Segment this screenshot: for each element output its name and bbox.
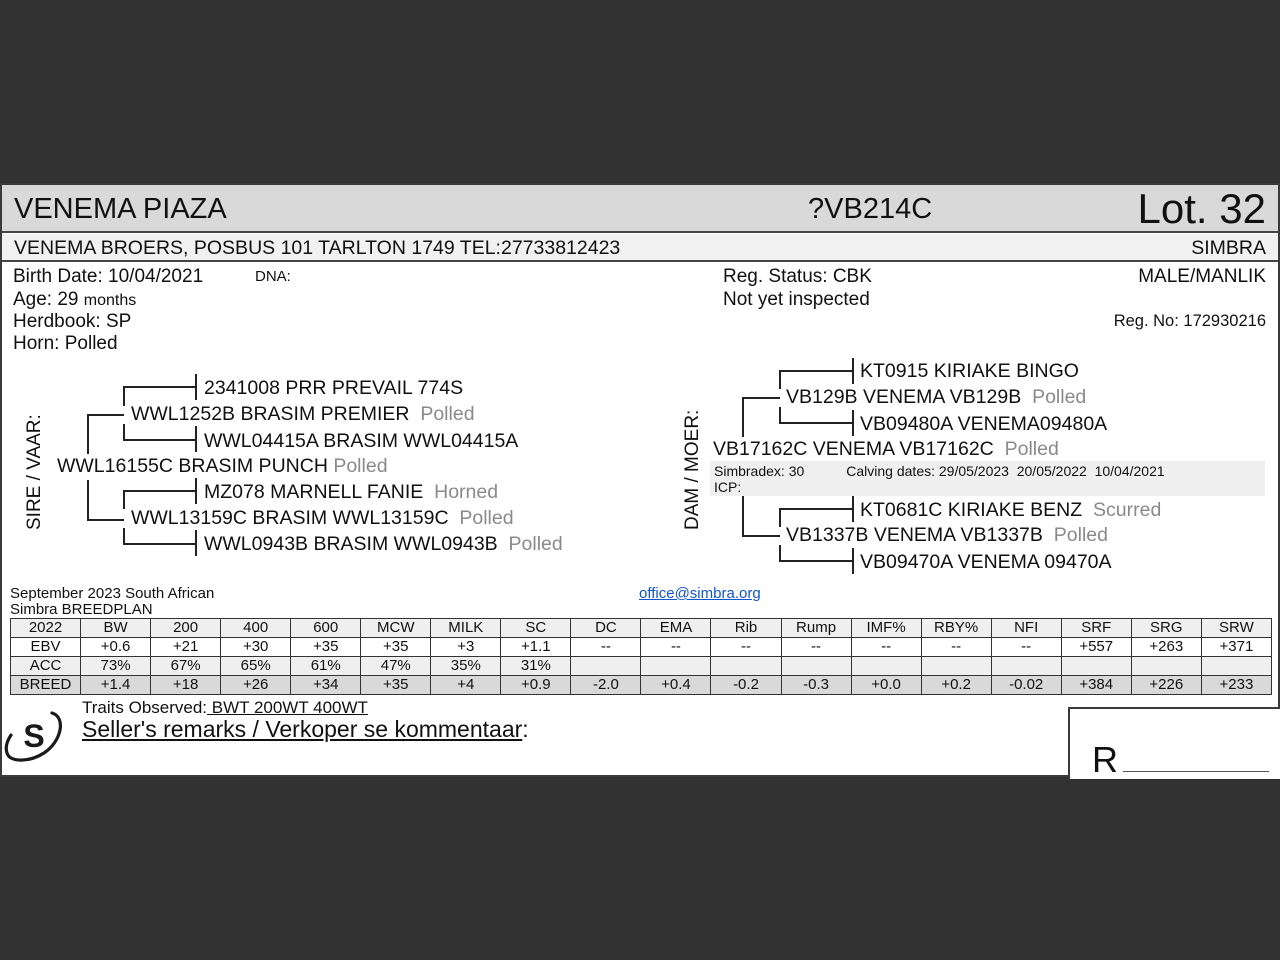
dam-connector bbox=[742, 535, 780, 537]
sire-connector bbox=[195, 478, 197, 504]
sire-label: SIRE / VAAR: bbox=[24, 414, 45, 530]
dna-label: DNA: bbox=[255, 268, 291, 285]
animal-name: WWL16155C BRASIM PUNCH bbox=[57, 455, 328, 477]
svg-text:S: S bbox=[23, 718, 45, 754]
pedigree-entry-gg-bottom-2 bbox=[860, 551, 1112, 574]
animal-name: WWL04415A BRASIM WWL04415A bbox=[204, 430, 519, 452]
inspection-status: Not yet inspected bbox=[723, 289, 870, 310]
pedigree-entry-ggdam-paternal bbox=[204, 430, 518, 453]
pedigree-entry-gg-top-1 bbox=[860, 360, 1079, 383]
column-header: RBY% bbox=[921, 619, 991, 638]
table-cell: +0.2 bbox=[921, 676, 991, 695]
sire-connector bbox=[123, 490, 125, 509]
email-link[interactable]: office@simbra.org bbox=[639, 585, 761, 602]
table-cell: EBV bbox=[11, 638, 81, 657]
table-cell: 67% bbox=[151, 657, 221, 676]
owner-bar bbox=[2, 234, 1278, 262]
dam-connector bbox=[742, 496, 744, 536]
table-row-acc bbox=[11, 657, 1272, 676]
sire-connector bbox=[195, 426, 197, 452]
column-header: SRF bbox=[1061, 619, 1131, 638]
table-cell: +18 bbox=[151, 676, 221, 695]
horn-status: Scurred bbox=[1093, 499, 1162, 521]
table-cell: +0.6 bbox=[81, 638, 151, 657]
table-cell bbox=[1201, 657, 1271, 676]
animal-name: WWL0943B BRASIM WWL0943B bbox=[204, 533, 498, 555]
table-cell: -- bbox=[921, 638, 991, 657]
dam-connector bbox=[779, 560, 853, 562]
table-cell: 61% bbox=[291, 657, 361, 676]
table-cell: -- bbox=[991, 638, 1061, 657]
table-cell bbox=[571, 657, 641, 676]
age-value: Age: 29 bbox=[13, 289, 79, 310]
dam-connector bbox=[779, 508, 853, 510]
reg-number: Reg. No: 172930216 bbox=[1113, 312, 1266, 330]
table-cell: +1.1 bbox=[501, 638, 571, 657]
sire-connector bbox=[123, 386, 125, 406]
sire-connector bbox=[123, 439, 196, 441]
dam-connector bbox=[742, 397, 780, 399]
dam-connector bbox=[852, 496, 854, 522]
column-header: 200 bbox=[151, 619, 221, 638]
table-cell: -0.02 bbox=[991, 676, 1061, 695]
column-header: SRG bbox=[1131, 619, 1201, 638]
icp: ICP: bbox=[714, 479, 742, 495]
table-row-breed bbox=[11, 676, 1272, 695]
column-header: MILK bbox=[431, 619, 501, 638]
dam-connector bbox=[779, 422, 853, 424]
table-cell: -- bbox=[641, 638, 711, 657]
pedigree-entry-gg-bottom-1 bbox=[860, 499, 1161, 522]
table-cell: -- bbox=[781, 638, 851, 657]
animal-name: VB129B VENEMA VB129B bbox=[786, 386, 1022, 408]
breedplan-title-line2: Simbra BREEDPLAN bbox=[10, 601, 153, 618]
column-header: 2022 bbox=[11, 619, 81, 638]
pedigree-entry-granddam-top bbox=[786, 386, 1086, 409]
table-cell bbox=[711, 657, 781, 676]
animal-name: WWL1252B BRASIM PREMIER bbox=[131, 403, 410, 425]
breed-label: SIMBRA bbox=[1191, 237, 1266, 259]
calving-dates: Calving dates: 29/05/2023 20/05/2022 10/04/2021 bbox=[846, 463, 1165, 479]
animal-name: KT0915 KIRIAKE BINGO bbox=[860, 360, 1079, 382]
table-cell: +557 bbox=[1061, 638, 1131, 657]
sire-connector bbox=[123, 528, 125, 544]
animal-name: VB1337B VENEMA VB1337B bbox=[786, 524, 1043, 546]
sire-connector bbox=[87, 480, 89, 520]
table-cell bbox=[781, 657, 851, 676]
dam-connector bbox=[852, 410, 854, 436]
table-cell bbox=[641, 657, 711, 676]
table-cell bbox=[1131, 657, 1201, 676]
dam-info-panel bbox=[710, 461, 1265, 496]
table-cell: +35 bbox=[361, 676, 431, 695]
simbradex: Simbradex: 30 bbox=[714, 463, 805, 479]
dam-connector bbox=[852, 548, 854, 574]
column-header: EMA bbox=[641, 619, 711, 638]
dam-connector bbox=[852, 358, 854, 384]
horn-status: Polled bbox=[459, 507, 514, 529]
age bbox=[13, 289, 136, 311]
table-cell: +1.4 bbox=[81, 676, 151, 695]
table-row-ebv bbox=[11, 638, 1272, 657]
table-cell bbox=[991, 657, 1061, 676]
column-header: NFI bbox=[991, 619, 1061, 638]
table-cell: 65% bbox=[221, 657, 291, 676]
animal-name: VB09480A VENEMA09480A bbox=[860, 413, 1108, 435]
table-cell bbox=[921, 657, 991, 676]
column-header: Rump bbox=[781, 619, 851, 638]
table-cell: +3 bbox=[431, 638, 501, 657]
reg-status: Reg. Status: CBK bbox=[723, 266, 872, 287]
pedigree-entry-paternal-grandsire bbox=[131, 403, 475, 426]
column-header: 400 bbox=[221, 619, 291, 638]
title-bar bbox=[2, 185, 1278, 233]
table-cell: 47% bbox=[361, 657, 431, 676]
dam-connector bbox=[779, 545, 781, 561]
table-cell: -0.3 bbox=[781, 676, 851, 695]
dam-connector bbox=[779, 370, 781, 389]
horn-status: Polled bbox=[1053, 524, 1108, 546]
table-cell: 31% bbox=[501, 657, 571, 676]
table-cell: -- bbox=[571, 638, 641, 657]
horn-status: Horned bbox=[434, 481, 499, 503]
breedplan-table bbox=[10, 618, 1272, 695]
pedigree-entry-ggdam-maternal bbox=[204, 533, 563, 556]
dam-connector bbox=[779, 370, 853, 372]
animal-name: VB09470A VENEMA 09470A bbox=[860, 551, 1112, 573]
table-cell: ACC bbox=[11, 657, 81, 676]
dam-connector bbox=[779, 407, 781, 423]
table-cell: +0.9 bbox=[501, 676, 571, 695]
table-cell: BREED bbox=[11, 676, 81, 695]
table-cell: +35 bbox=[291, 638, 361, 657]
remarks-colon: : bbox=[522, 716, 529, 742]
table-cell bbox=[851, 657, 921, 676]
horn-status: Polled bbox=[1032, 386, 1087, 408]
column-header: MCW bbox=[361, 619, 431, 638]
column-header: Rib bbox=[711, 619, 781, 638]
table-cell: +35 bbox=[361, 638, 431, 657]
remarks-label: Seller's remarks / Verkoper se kommentaar bbox=[82, 716, 523, 742]
simbra-logo-icon bbox=[4, 705, 66, 763]
dam-connector bbox=[779, 508, 781, 527]
table-cell: +34 bbox=[291, 676, 361, 695]
table-cell: -0.2 bbox=[711, 676, 781, 695]
table-cell: +26 bbox=[221, 676, 291, 695]
table-cell: -- bbox=[711, 638, 781, 657]
traits-value: BWT 200WT 400WT bbox=[207, 698, 368, 717]
dam-label: DAM / MOER: bbox=[682, 409, 703, 530]
age-unit: months bbox=[83, 292, 137, 309]
sire-connector bbox=[123, 543, 196, 545]
pedigree-entry-dam bbox=[713, 438, 1059, 461]
table-cell: -2.0 bbox=[571, 676, 641, 695]
breedplan-title-line1: September 2023 South African bbox=[10, 585, 215, 602]
sire-connector bbox=[87, 519, 124, 521]
animal-name: MZ078 MARNELL FANIE bbox=[204, 481, 424, 503]
table-cell: +384 bbox=[1061, 676, 1131, 695]
table-cell: +233 bbox=[1201, 676, 1271, 695]
horn-status: Polled bbox=[333, 455, 388, 477]
horn-status: Polled bbox=[1004, 438, 1059, 460]
horn-status: Polled bbox=[508, 533, 563, 555]
pedigree-entry-gg-top-2 bbox=[860, 413, 1107, 436]
lot-card bbox=[0, 183, 1280, 780]
dam-connector bbox=[742, 397, 744, 437]
pedigree-entry-paternal-granddam bbox=[131, 507, 514, 530]
pedigree-entry-sire bbox=[57, 455, 388, 478]
table-cell: +0.0 bbox=[851, 676, 921, 695]
sire-connector bbox=[123, 424, 125, 440]
traits-label: Traits Observed: bbox=[82, 698, 208, 717]
animal-name: 2341008 PRR PREVAIL 774S bbox=[204, 377, 464, 399]
price-input-line[interactable] bbox=[1123, 771, 1269, 772]
sire-connector bbox=[87, 414, 124, 416]
column-header: SC bbox=[501, 619, 571, 638]
column-header: DC bbox=[571, 619, 641, 638]
horn-status: Polled bbox=[420, 403, 475, 425]
column-header: SRW bbox=[1201, 619, 1271, 638]
table-cell: +263 bbox=[1131, 638, 1201, 657]
sire-connector bbox=[123, 386, 196, 388]
sire-connector bbox=[195, 530, 197, 556]
table-cell bbox=[1061, 657, 1131, 676]
price-box[interactable] bbox=[1068, 707, 1280, 779]
table-cell: +4 bbox=[431, 676, 501, 695]
animal-name: VB17162C VENEMA VB17162C bbox=[713, 438, 994, 460]
sire-connector bbox=[195, 374, 197, 400]
sire-connector bbox=[123, 490, 196, 492]
seller-remarks bbox=[82, 716, 529, 743]
lot-number: Lot. 32 bbox=[1137, 185, 1266, 232]
owner-details: VENEMA BROERS, POSBUS 101 TARLTON 1749 TEL:27733812423 bbox=[14, 237, 621, 259]
column-header: 600 bbox=[291, 619, 361, 638]
column-header: BW bbox=[81, 619, 151, 638]
table-cell: +226 bbox=[1131, 676, 1201, 695]
animal-name: KT0681C KIRIAKE BENZ bbox=[860, 499, 1083, 521]
pedigree-entry-ggsire-maternal bbox=[204, 481, 498, 504]
column-header: IMF% bbox=[851, 619, 921, 638]
sex: MALE/MANLIK bbox=[1138, 266, 1266, 287]
table-cell: +30 bbox=[221, 638, 291, 657]
birth-date: Birth Date: 10/04/2021 bbox=[13, 266, 204, 287]
traits-observed bbox=[82, 698, 368, 718]
animal-name: WWL13159C BRASIM WWL13159C bbox=[131, 507, 449, 529]
animal-name: VENEMA PIAZA bbox=[14, 193, 227, 225]
table-cell: +371 bbox=[1201, 638, 1271, 657]
sire-connector bbox=[87, 414, 89, 454]
horn-status: Horn: Polled bbox=[13, 333, 118, 354]
table-cell: 35% bbox=[431, 657, 501, 676]
table-cell: +21 bbox=[151, 638, 221, 657]
pedigree-entry-granddam-bottom bbox=[786, 524, 1108, 547]
table-cell: -- bbox=[851, 638, 921, 657]
pedigree-entry-ggsire-paternal bbox=[204, 377, 463, 400]
animal-id: ?VB214C bbox=[808, 193, 933, 225]
table-header-row bbox=[11, 619, 1272, 638]
table-cell: 73% bbox=[81, 657, 151, 676]
table-cell: +0.4 bbox=[641, 676, 711, 695]
currency-symbol: R bbox=[1092, 739, 1118, 780]
herdbook: Herdbook: SP bbox=[13, 311, 132, 332]
